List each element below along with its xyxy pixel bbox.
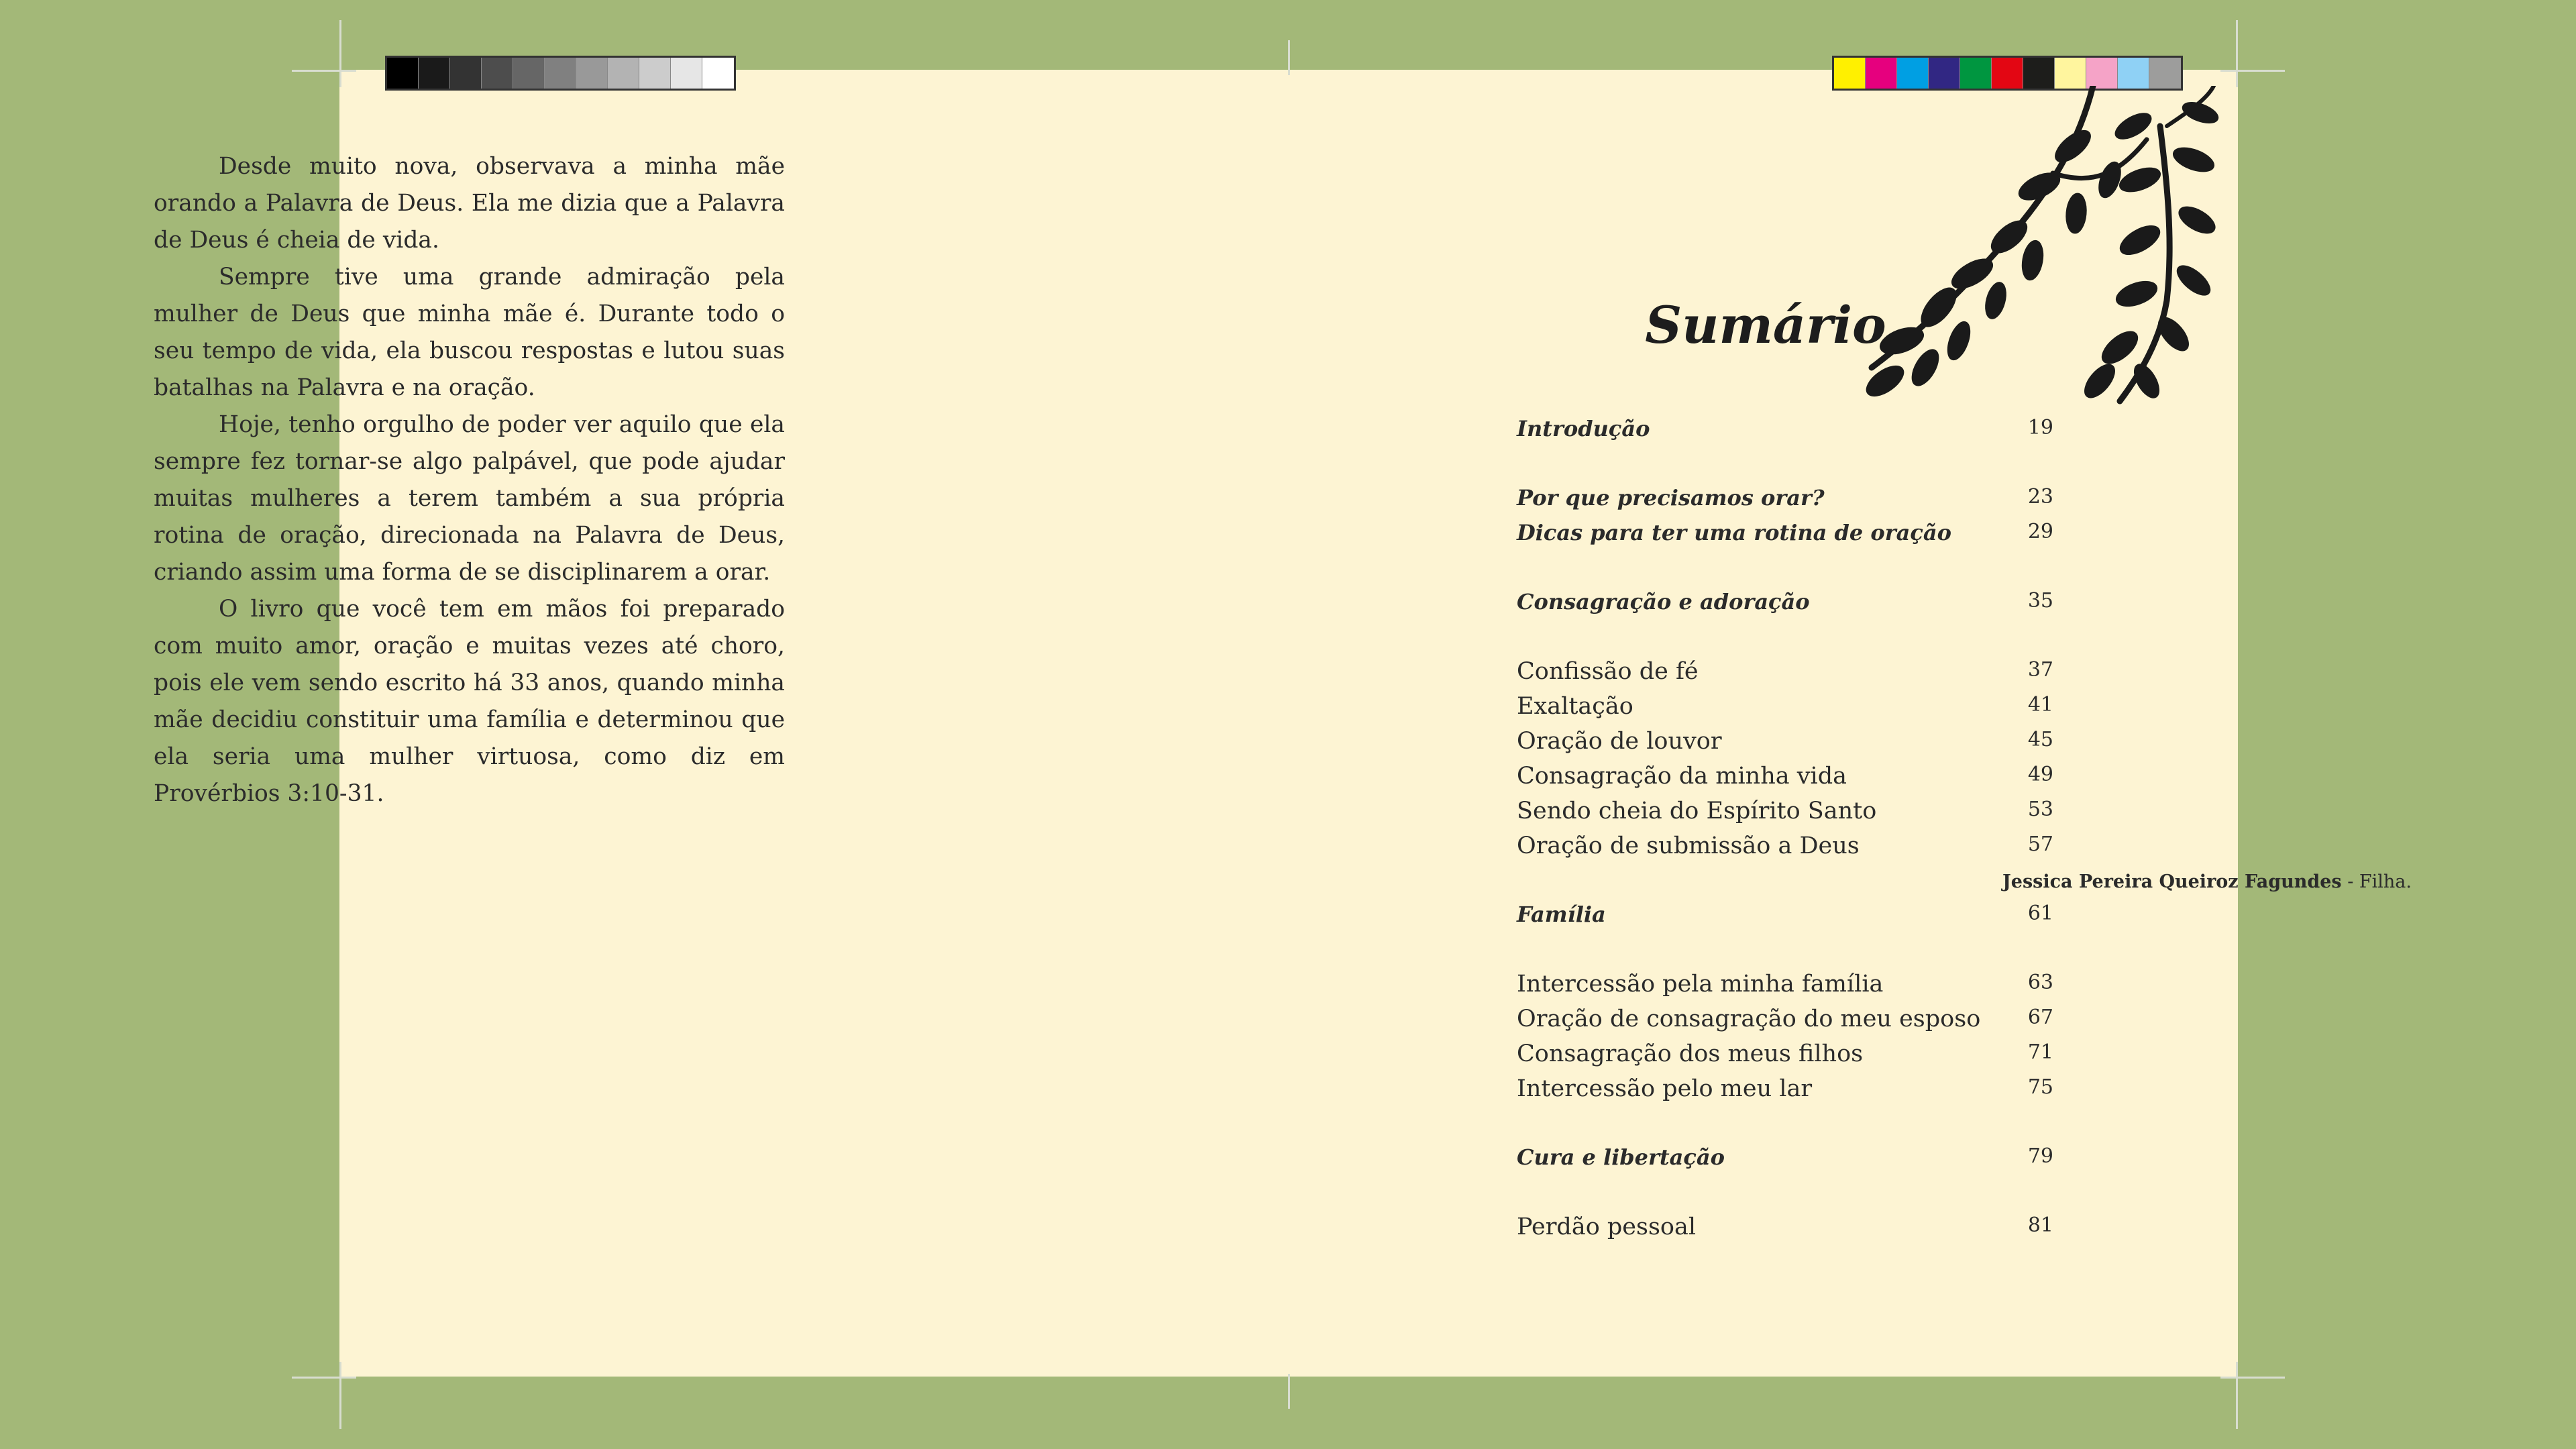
toc-entry-label: Dicas para ter uma rotina de oração (1517, 520, 1951, 545)
toc-entry (1517, 728, 2053, 763)
crop-mark (339, 1362, 341, 1429)
toc-entry-label: Consagração da minha vida (1517, 763, 1847, 790)
page-title: Sumário (1645, 295, 1886, 355)
calibration-swatch (513, 58, 545, 89)
calibration-swatch (482, 58, 513, 89)
toc-entry-page: 75 (2027, 1075, 2053, 1099)
toc-entry-page: 45 (2027, 728, 2053, 751)
calibration-swatch (608, 58, 639, 89)
toc-entry (1517, 589, 2053, 624)
calibration-swatch (2118, 58, 2149, 89)
crop-mark (339, 20, 341, 87)
calibration-swatch (1834, 58, 1866, 89)
calibration-swatch (702, 58, 734, 89)
plant-branch-illustration (1851, 86, 2227, 408)
toc-entry-page: 37 (2027, 658, 2053, 682)
signature-name: Jessica Pereira Queiroz Fagundes (2002, 871, 2342, 892)
toc-entry-label: Intercessão pela minha família (1517, 971, 1884, 998)
toc-entry (1517, 1214, 2053, 1248)
toc-entry-label: Consagração e adoração (1517, 589, 1810, 614)
toc-entry-label: Sendo cheia do Espírito Santo (1517, 798, 1877, 824)
paragraph: O livro que você tem em mãos foi preparado com muito amor, oração e muitas vezes até choro, pois ele vem sendo escrito há 33 anos, quando minha mãe decidiu constituir uma família e determinou que ela seria uma mulher virtuosa, como diz em Provérbios 3:10-31. (154, 596, 785, 807)
calibration-swatch (639, 58, 671, 89)
toc-entry-label: Cura e libertação (1517, 1144, 1725, 1170)
crop-mark (292, 1377, 356, 1379)
crop-mark (1288, 1374, 1290, 1409)
toc-entry-page: 71 (2027, 1040, 2053, 1064)
toc-entry-page: 29 (2027, 520, 2053, 543)
toc-entry (1517, 485, 2053, 520)
toc-entry-page: 49 (2027, 763, 2053, 786)
toc-entry (1517, 1075, 2053, 1110)
crop-mark (2220, 70, 2285, 72)
toc-entry (1517, 693, 2053, 728)
toc-entry-page: 19 (2027, 416, 2053, 439)
toc-entry-label: Perdão pessoal (1517, 1214, 1697, 1240)
toc-entry-page: 53 (2027, 798, 2053, 821)
toc-entry (1517, 763, 2053, 798)
crop-mark (292, 70, 356, 72)
toc-entry-page: 35 (2027, 589, 2053, 612)
toc-entry (1517, 658, 2053, 693)
calibration-swatch (2086, 58, 2118, 89)
toc-entry-label: Oração de louvor (1517, 728, 1722, 755)
toc-entry (1517, 1144, 2053, 1179)
toc-entry (1517, 902, 2053, 936)
toc-entry-label: Exaltação (1517, 693, 1633, 720)
toc-entry-label: Oração de consagração do meu esposo (1517, 1006, 1981, 1032)
toc-entry (1517, 971, 2053, 1006)
signature (2002, 871, 2412, 892)
calibration-swatch (387, 58, 419, 89)
toc-entry-page: 61 (2027, 902, 2053, 925)
signature-role: - Filha. (2341, 871, 2412, 892)
calibration-swatch (2149, 58, 2181, 89)
calibration-swatch (1992, 58, 2023, 89)
toc-entry-label: Intercessão pelo meu lar (1517, 1075, 1813, 1102)
crop-mark (2236, 20, 2238, 87)
calibration-swatch (1866, 58, 1897, 89)
toc-entry-page: 63 (2027, 971, 2053, 994)
calibration-swatch (545, 58, 576, 89)
toc-entry (1517, 1006, 2053, 1040)
calibration-swatch (671, 58, 702, 89)
toc-entry-page: 23 (2027, 485, 2053, 508)
toc-entry-page: 81 (2027, 1214, 2053, 1237)
toc-entry (1517, 1040, 2053, 1075)
toc-entry-page: 41 (2027, 693, 2053, 716)
calibration-swatch (450, 58, 482, 89)
paragraph: Hoje, tenho orgulho de poder ver aquilo que ela sempre fez tornar-se algo palpável, que pode ajudar muitas mulheres a terem também a sua própria rotina de oração, direcionada na Palavra de Deus, criando assim uma forma de se disciplinarem a orar. (154, 411, 785, 586)
calibration-swatch (2055, 58, 2086, 89)
toc-entry-label: Consagração dos meus filhos (1517, 1040, 1864, 1067)
toc-entry-label: Introdução (1517, 416, 1650, 441)
toc-entry (1517, 520, 2053, 555)
calibration-swatch (419, 58, 450, 89)
crop-mark (2236, 1362, 2238, 1429)
paragraph: Sempre tive uma grande admiração pela mulher de Deus que minha mãe é. Durante todo o seu tempo de vida, ela buscou respostas e lutou suas batalhas na Palavra e na oração. (154, 264, 785, 401)
calibration-swatch (1897, 58, 1929, 89)
toc-entry-label: Oração de submissão a Deus (1517, 833, 1860, 859)
calibration-swatch (1929, 58, 1960, 89)
toc-entry (1517, 416, 2053, 451)
calibration-swatch (576, 58, 608, 89)
grayscale-calibration-bar (385, 56, 736, 91)
toc-entry-page: 57 (2027, 833, 2053, 856)
toc-entry-page: 67 (2027, 1006, 2053, 1029)
paragraph: Desde muito nova, observava a minha mãe orando a Palavra de Deus. Ela me dizia que a Palavra de Deus é cheia de vida. (154, 153, 785, 254)
foreword-text (154, 148, 785, 812)
crop-mark (2220, 1377, 2285, 1379)
toc-entry-label: Por que precisamos orar? (1517, 485, 1825, 511)
toc-entry-label: Família (1517, 902, 1606, 927)
calibration-swatch (1960, 58, 1992, 89)
toc-entry (1517, 833, 2053, 867)
crop-mark (1288, 40, 1290, 75)
toc-entry-label: Confissão de fé (1517, 658, 1699, 685)
toc-entry (1517, 798, 2053, 833)
calibration-swatch (2023, 58, 2055, 89)
toc-entry-page: 79 (2027, 1144, 2053, 1168)
